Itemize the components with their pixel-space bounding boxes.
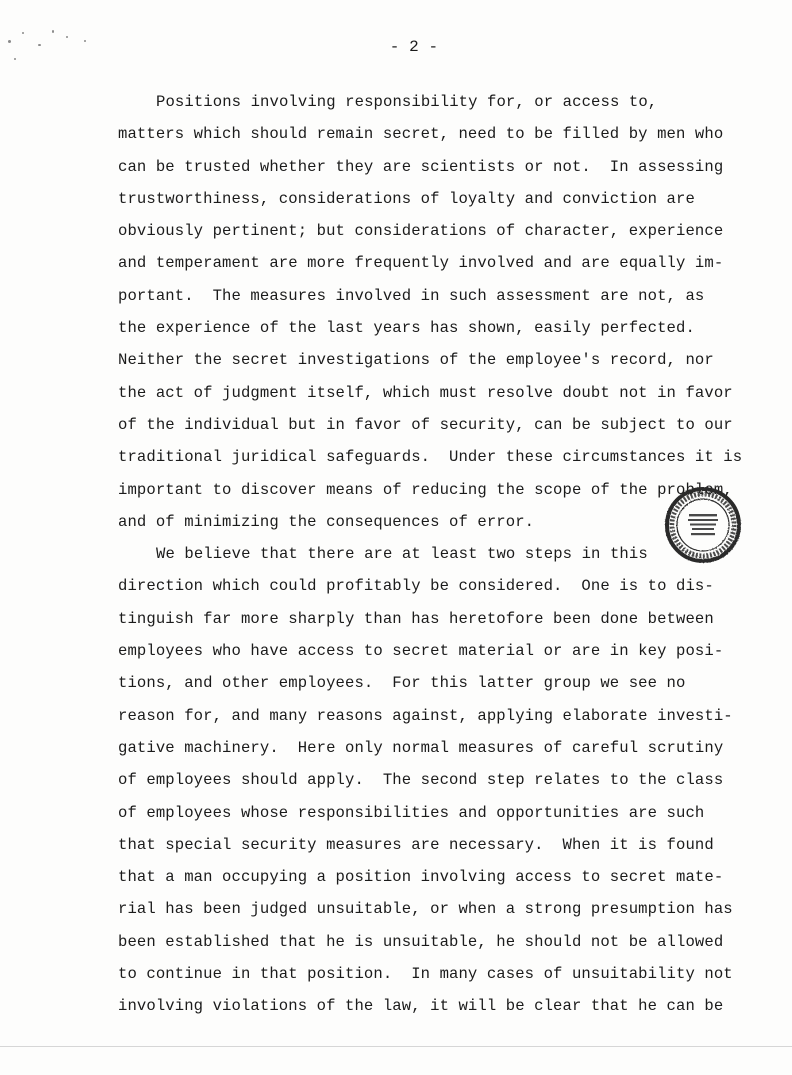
text-line: to continue in that position. In many cases of unsuitability not bbox=[118, 965, 733, 984]
paragraph-1 bbox=[118, 86, 743, 538]
text-line: important to discover means of reducing the scope of the problem, bbox=[118, 480, 733, 499]
text-line: and of minimizing the consequences of error. bbox=[118, 512, 535, 531]
archive-stamp-seal-icon bbox=[664, 486, 742, 564]
text-line: that a man occupying a position involving access to secret mate- bbox=[118, 868, 724, 887]
text-line: tions, and other employees. For this latter group we see no bbox=[118, 674, 686, 693]
paper-speck bbox=[14, 58, 16, 60]
text-line: tinguish far more sharply than has heretofore been done between bbox=[118, 609, 714, 628]
text-line: direction which could profitably be considered. One is to dis- bbox=[118, 577, 714, 596]
text-line: reason for, and many reasons against, applying elaborate investi- bbox=[118, 706, 733, 725]
text-line: that special security measures are necessary. When it is found bbox=[118, 835, 714, 854]
text-line: of employees whose responsibilities and opportunities are such bbox=[118, 803, 705, 822]
text-line: rial has been judged unsuitable, or when a strong presumption has bbox=[118, 900, 733, 919]
text-line: and temperament are more frequently involved and are equally im- bbox=[118, 254, 724, 273]
paper-speck bbox=[52, 30, 54, 33]
scan-edge bbox=[0, 1046, 792, 1047]
text-line: can be trusted whether they are scientists or not. In assessing bbox=[118, 157, 724, 176]
text-line: involving violations of the law, it will be clear that he can be bbox=[118, 997, 724, 1016]
text-line: We believe that there are at least two steps in this bbox=[156, 545, 648, 564]
paragraph-2 bbox=[118, 538, 733, 1022]
text-line: of the individual but in favor of security, can be subject to our bbox=[118, 415, 733, 434]
text-line: gative machinery. Here only normal measures of careful scrutiny bbox=[118, 738, 724, 757]
page-number: - 2 - bbox=[389, 38, 439, 56]
text-line: trustworthiness, considerations of loyalty and conviction are bbox=[118, 189, 695, 208]
text-line: been established that he is unsuitable, he should not be allowed bbox=[118, 932, 724, 951]
text-line: the act of judgment itself, which must resolve doubt not in favor bbox=[118, 383, 733, 402]
paper-speck bbox=[22, 32, 24, 34]
text-line: obviously pertinent; but considerations of character, experience bbox=[118, 222, 724, 241]
text-line: Positions involving responsibility for, or access to, bbox=[156, 93, 658, 111]
text-line: the experience of the last years has shown, easily perfected. bbox=[118, 319, 695, 338]
text-line: portant. The measures involved in such assessment are not, as bbox=[118, 286, 705, 305]
text-line: Neither the secret investigations of the employee's record, nor bbox=[118, 351, 714, 370]
paper-speck bbox=[8, 40, 11, 43]
text-line: matters which should remain secret, need to be filled by men who bbox=[118, 125, 724, 144]
text-line: traditional juridical safeguards. Under these circumstances it is bbox=[118, 448, 743, 467]
text-line: of employees should apply. The second step relates to the class bbox=[118, 771, 724, 790]
body-text bbox=[118, 86, 743, 1023]
text-line: employees who have access to secret material or are in key posi- bbox=[118, 642, 724, 661]
